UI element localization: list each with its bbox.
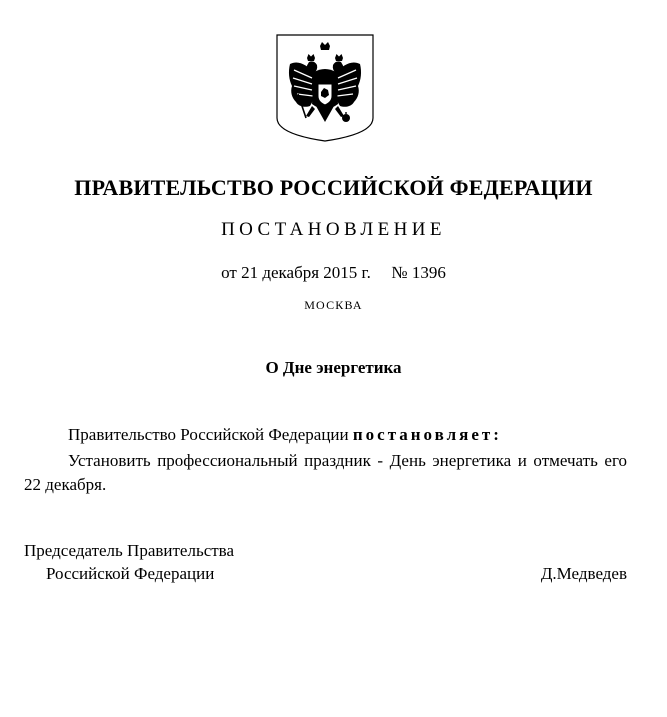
number-label: № [391, 263, 408, 282]
document-subject: О Дне энергетика [265, 358, 402, 377]
decree-intro-verb: постановляет: [352, 425, 502, 444]
document-type: ПОСТАНОВЛЕНИЕ [221, 219, 446, 240]
document-date-line [0, 263, 667, 283]
document-number: 1396 [411, 263, 446, 282]
state-emblem [276, 34, 374, 142]
decree-intro [68, 425, 502, 445]
double-headed-eagle-icon [276, 34, 374, 142]
signatory-title-line-2: Российской Федерации [46, 564, 215, 583]
document-date: от 21 декабря 2015 г. [221, 263, 371, 282]
government-title: ПРАВИТЕЛЬСТВО РОССИЙСКОЙ ФЕДЕРАЦИИ [74, 175, 593, 200]
city: МОСКВА [304, 298, 363, 312]
decree-intro-subject: Правительство Российской Федерации [68, 425, 349, 444]
signatory-title-line-1: Председатель Правительства [24, 541, 235, 560]
signatory-name: Д.Медведев [540, 564, 627, 583]
decree-body: Установить профессиональный праздник - День энергетика и отмечать его 22 декабря. [24, 451, 627, 494]
